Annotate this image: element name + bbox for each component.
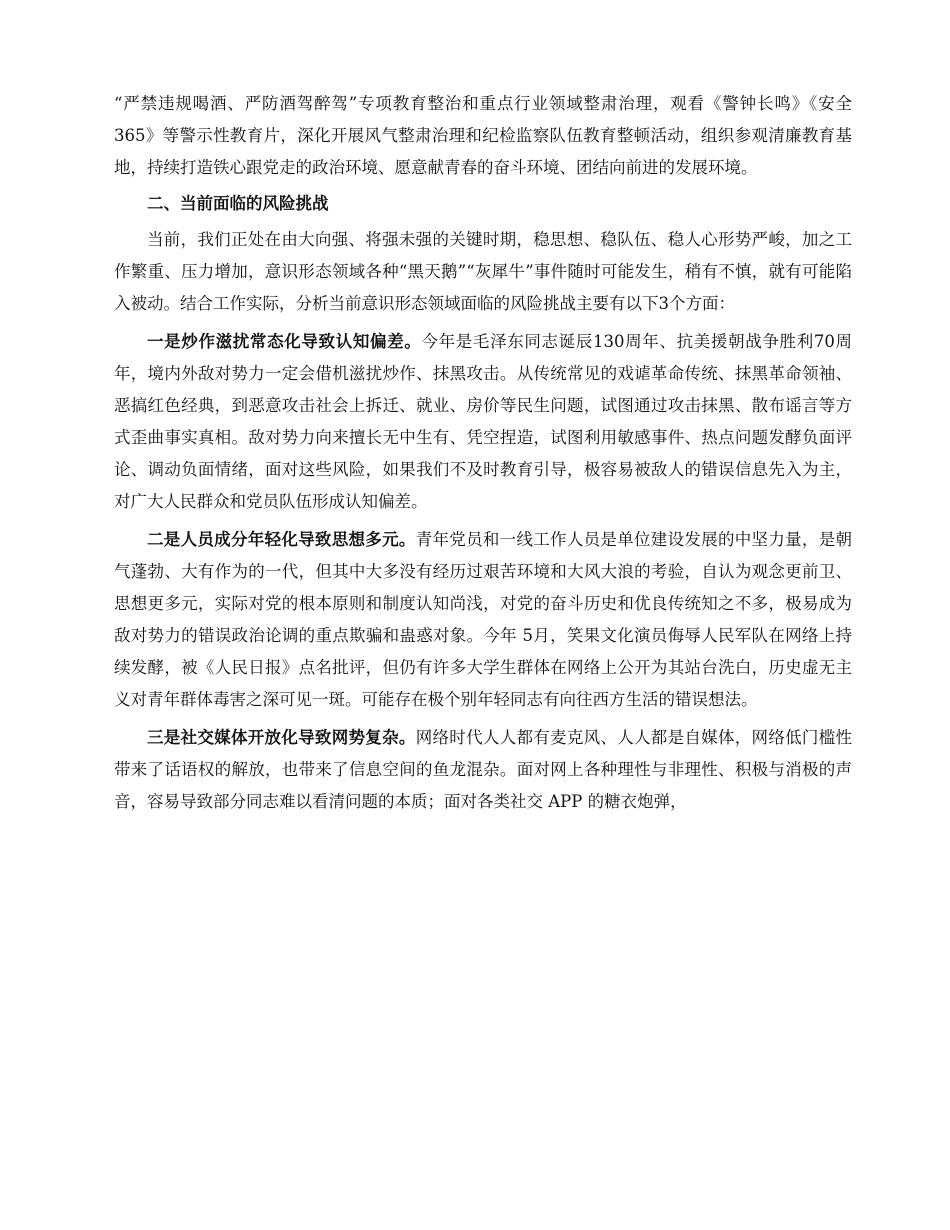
paragraph-4-lead: 二是人员成分年轻化导致思想多元。 [147,530,416,549]
paragraph-4 [114,524,852,716]
paragraph-3-text: 今年是毛泽东同志诞辰130周年、抗美援朝战争胜利70周年，境内外敌对势力一定会借机滋扰炒作、抹黑攻击。从传统常见的戏谑革命传统、抹黑革命领袖、恶搞红色经典，到恶意攻击社会上拆迁、就业、房价等民生问题，试图通过攻击抹黑、散布谣言等方式歪曲事实真相。敌对势力向来擅长无中生有、凭空捏造，试图利用敏感事件、热点问题发酵负面评论、调动负面情绪，面对这些风险，如果我们不及时教育引导，极容易被敌人的错误信息先入为主，对广大人民群众和党员队伍形成认知偏差。 [114,332,852,511]
paragraph-5-text: 网络时代人人都有麦克风、人人都是自媒体，网络低门槛性带来了话语权的解放，也带来了信息空间的鱼龙混杂。面对网上各种理性与非理性、积极与消极的声音，容易导致部分同志难以看清问题的本质；面对各类社交 APP 的糖衣炮弹， [114,728,853,811]
paragraph-4-text: 青年党员和一线工作人员是单位建设发展的中坚力量，是朝气蓬勃、大有作为的一代，但其中大多没有经历过艰苦环境和大风大浪的考验，自认为观念更前卫、思想更多元，实际对党的根本原则和制度认知尚浅，对党的奋斗历史和优良传统知之不多，极易成为敌对势力的错误政治论调的重点欺骗和蛊惑对象。今年 5月，笑果文化演员侮辱人民军队在网络上持续发酵，被《人民日报》点名批评，但仍有许多大学生群体在网络上公开为其站台洗白，历史虚无主义对青年群体毒害之深可见一斑。可能存在极个别年轻同志有向往西方生活的错误想法。 [114,530,853,709]
paragraph-2-text: 当前，我们正处在由大向强、将强未强的关键时期，稳思想、稳队伍、稳人心形势严峻，加之工作繁重、压力增加，意识形态领域各种“黑天鹅”“灰犀牛”事件随时可能发生，稍有不慎，就有可能陷入被动。结合工作实际，分析当前意识形态领域面临的风险挑战主要有以下3个方面： [114,230,852,313]
paragraph-3-lead: 一是炒作滋扰常态化导致认知偏差。 [147,332,422,351]
paragraph-5 [114,722,852,818]
document-body [114,88,852,818]
paragraph-3 [114,326,852,518]
paragraph-5-lead: 三是社交媒体开放化导致网势复杂。 [147,728,416,747]
paragraph-1-text: “严禁违规喝酒、严防酒驾醉驾”专项教育整治和重点行业领域整肃治理，观看《警钟长鸣》《安全365》等警示性教育片，深化开展风气整肃治理和纪检监察队伍教育整顿活动，组织参观清廉教育基地，持续打造铁心跟党走的政治环境、愿意献青春的奋斗环境、团结向前进的发展环境。 [114,94,852,177]
section-heading: 二、当前面临的风险挑战 [147,194,329,213]
paragraph-2 [114,224,852,320]
paragraph-1 [114,88,852,184]
